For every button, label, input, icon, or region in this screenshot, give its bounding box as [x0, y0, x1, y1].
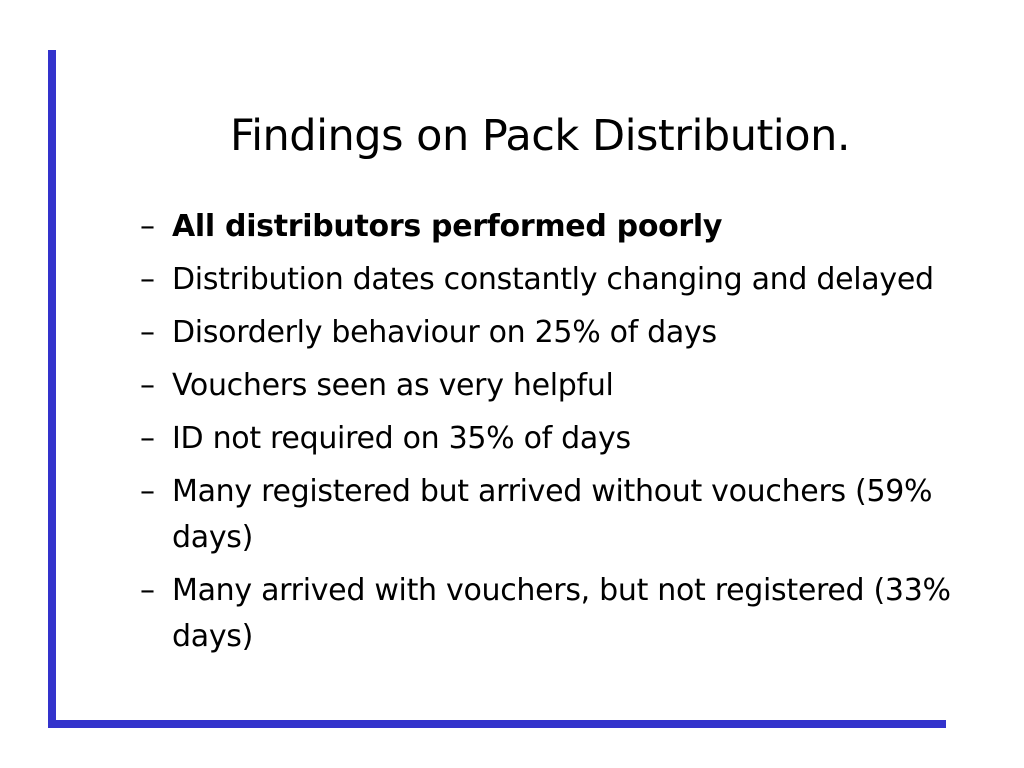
bullet-text: ID not required on 35% of days [172, 421, 631, 456]
slide-title: Findings on Pack Distribution. [230, 111, 850, 161]
bullet-item [140, 204, 960, 250]
bullet-text: Many registered but arrived without vouchers (59% days) [172, 474, 933, 555]
bullet-item [140, 257, 960, 303]
bullet-text: Disorderly behaviour on 25% of days [172, 315, 717, 350]
bullet-dash: – [140, 573, 155, 608]
bullet-dash: – [140, 474, 155, 509]
bullet-list [140, 204, 960, 667]
bullet-item [140, 363, 960, 409]
bullet-text: Vouchers seen as very helpful [172, 368, 614, 403]
bullet-item [140, 416, 960, 462]
slide-frame-bottom-bar [48, 720, 946, 728]
bullet-text: All distributors performed poorly [172, 209, 723, 244]
bullet-item [140, 469, 960, 561]
bullet-item [140, 568, 960, 660]
bullet-dash: – [140, 262, 155, 297]
bullet-text: Distribution dates constantly changing and delayed [172, 262, 934, 297]
bullet-dash: – [140, 368, 155, 403]
bullet-dash: – [140, 421, 155, 456]
bullet-item [140, 310, 960, 356]
bullet-dash: – [140, 315, 155, 350]
bullet-text: Many arrived with vouchers, but not registered (33% days) [172, 573, 951, 654]
slide-frame-left-bar [48, 50, 56, 728]
bullet-dash: – [140, 209, 155, 244]
